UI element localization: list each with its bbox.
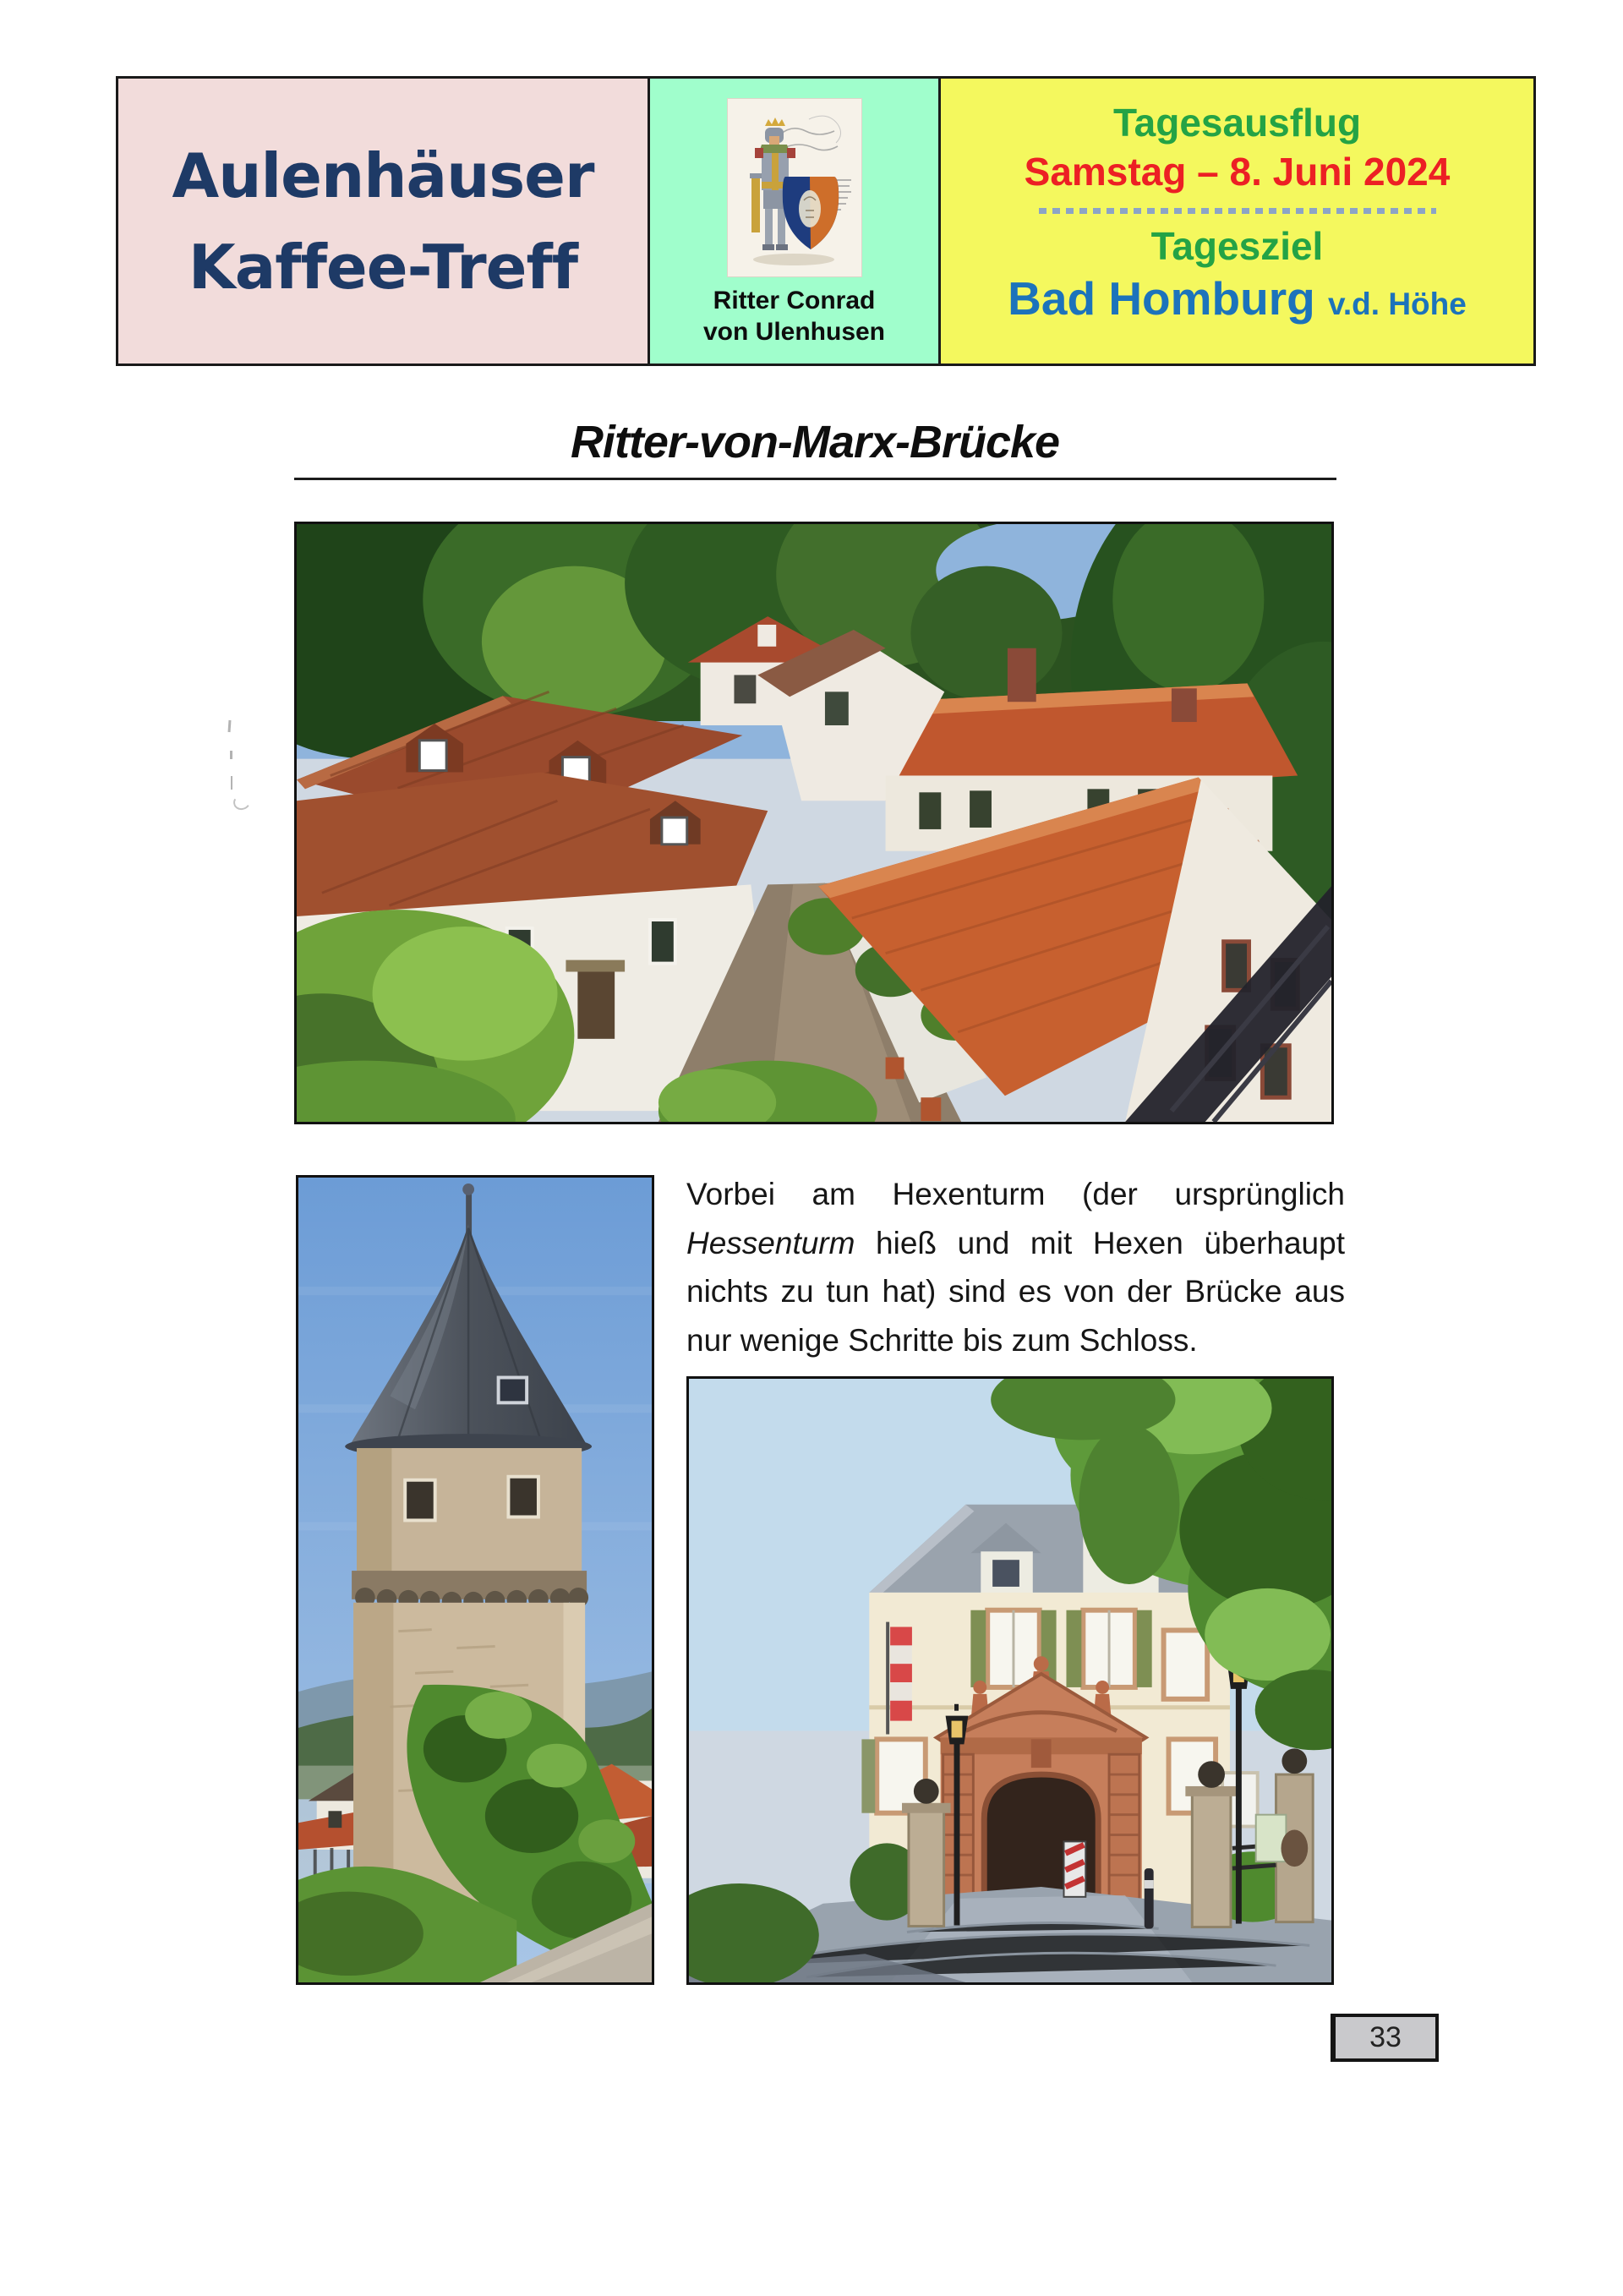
knight-caption-line1: Ritter Conrad	[713, 287, 876, 314]
trip-destination-city: Bad Homburg	[1008, 272, 1315, 325]
page-title: Ritter-von-Marx-Brücke	[570, 417, 1060, 467]
trip-box	[941, 79, 1533, 364]
hexenturm-scene	[298, 1178, 652, 1982]
knight-box	[648, 79, 941, 364]
header-banner	[116, 76, 1536, 366]
knight-caption	[650, 285, 938, 347]
schloss-entrance-scene	[689, 1379, 1331, 1982]
title-underline	[294, 478, 1336, 480]
scan-artifact	[231, 776, 232, 790]
page-number-box	[1331, 2014, 1439, 2062]
club-name-line1: Aulenhäuser	[172, 139, 594, 211]
scan-artifact	[232, 793, 252, 812]
club-name-line2: Kaffee-Treff	[188, 231, 578, 303]
scan-artifact	[228, 720, 232, 732]
paragraph-part1: Vorbei am Hexenturm (der ursprünglich	[686, 1177, 1345, 1211]
trip-destination-label: Tagesziel	[1150, 224, 1324, 268]
page-number: 33	[1369, 2021, 1402, 2053]
trip-date: Samstag – 8. Juni 2024	[1024, 150, 1451, 194]
scan-artifact	[230, 751, 232, 759]
trip-destination-suffix: v.d. Höhe	[1328, 287, 1467, 321]
club-name-box	[118, 79, 648, 364]
paragraph-part2: hieß und mit Hexen überhaupt nichts zu tun hat) sind es von der Brücke aus nur wenige Schritte bis zum Schloss.	[686, 1225, 1345, 1358]
photo-rooftops	[294, 522, 1334, 1124]
photo-schloss	[686, 1376, 1334, 1985]
dashed-divider	[1039, 208, 1436, 214]
rooftops-scene	[297, 524, 1331, 1122]
knight-illustration	[728, 99, 861, 276]
knight-caption-line2: von Ulenhusen	[702, 318, 886, 346]
knight-drawing-icon	[728, 99, 861, 276]
article-paragraph	[686, 1170, 1345, 1364]
photo-hexenturm	[296, 1175, 654, 1985]
trip-label: Tagesausflug	[1112, 101, 1362, 145]
paragraph-italic-word: Hessenturm	[686, 1225, 855, 1260]
trip-destination	[941, 271, 1533, 332]
